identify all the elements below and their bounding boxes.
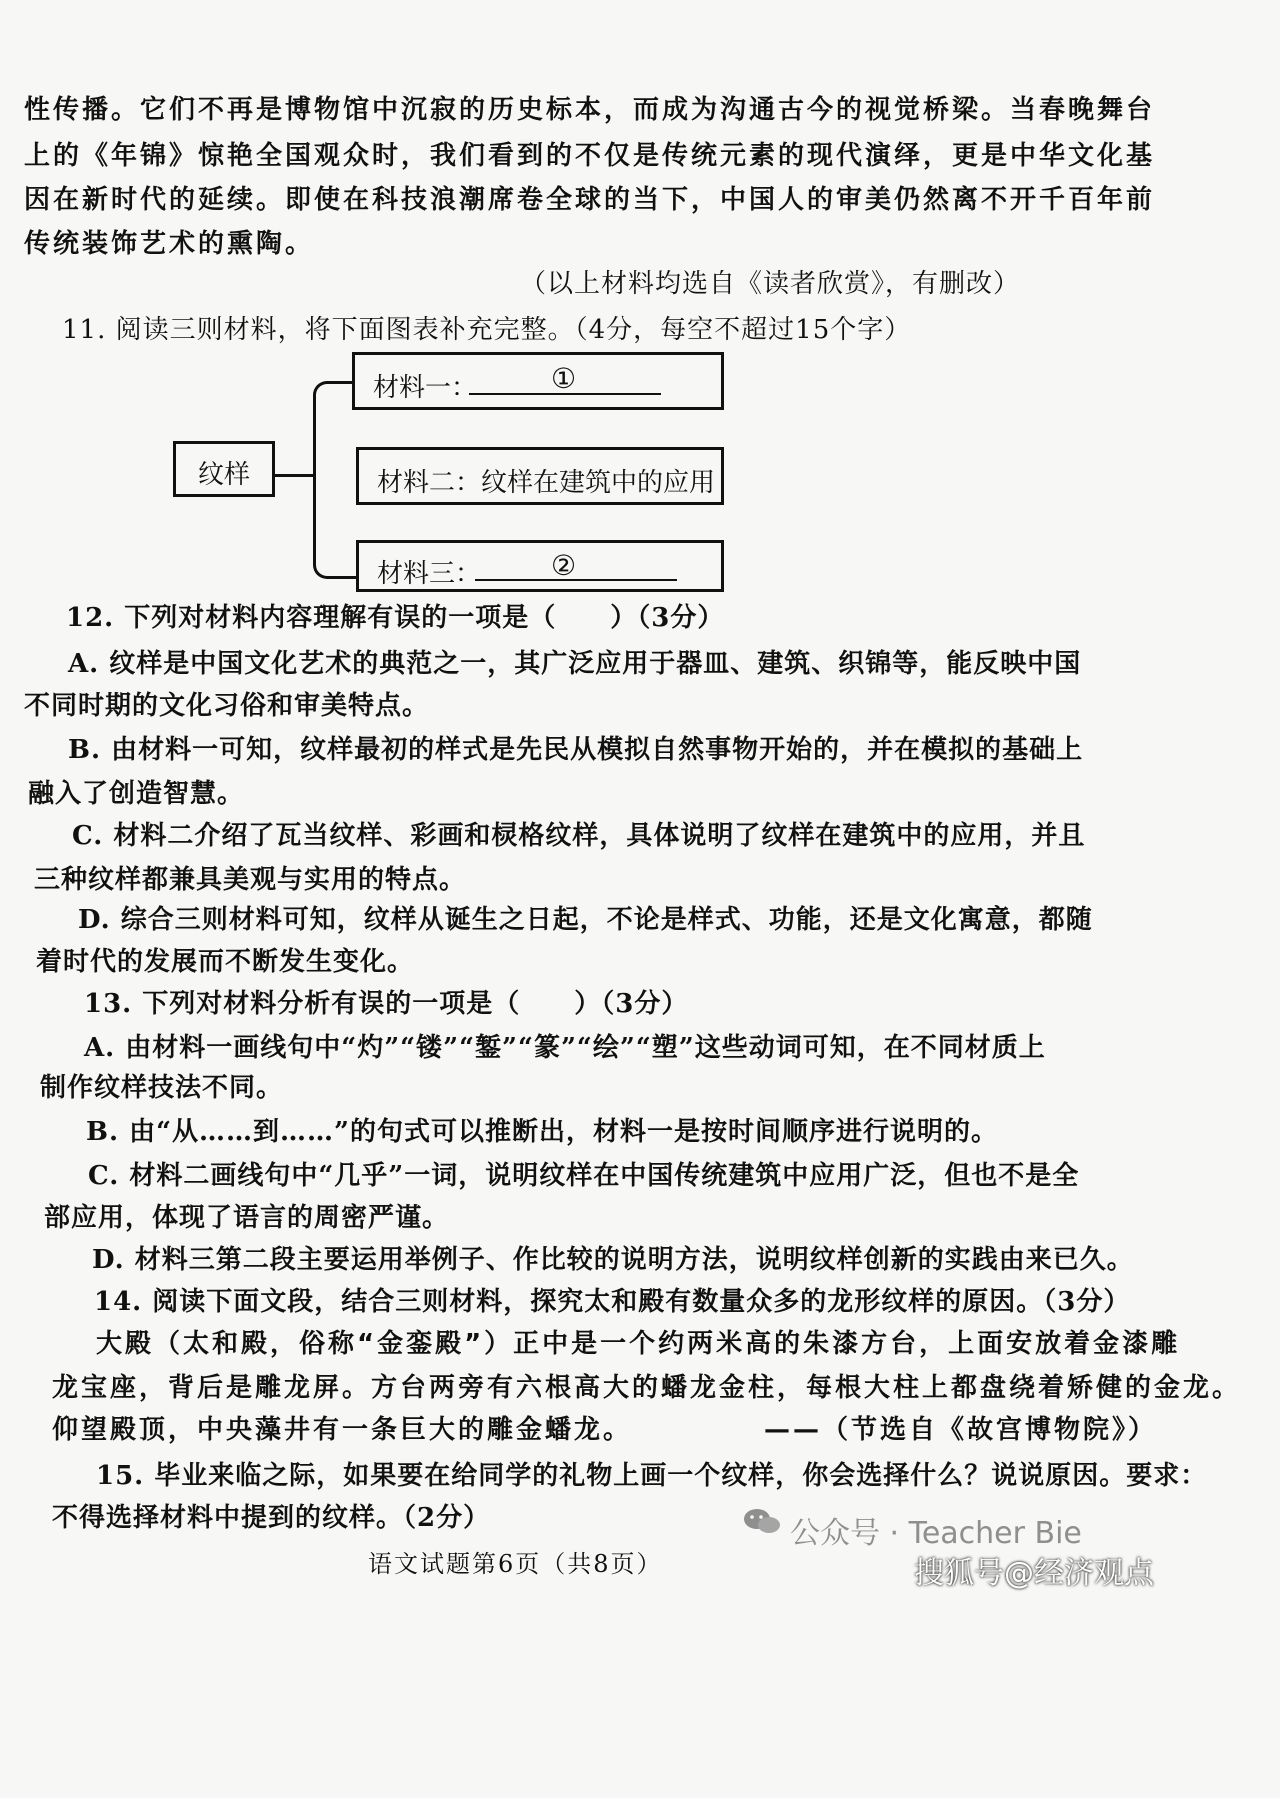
q12-option-a: A. 纹样是中国文化艺术的典范之一，其广泛应用于器皿、建筑、织锦等，能反映中国 bbox=[68, 649, 1082, 679]
q14-passage-line: 大殿（太和殿，俗称“金銮殿”）正中是一个约两米高的朱漆方台，上面安放着金漆雕 bbox=[96, 1329, 1181, 1359]
watermark-wechat: 公众号 · Teacher Bie bbox=[790, 1516, 1082, 1551]
box3-label: 材料三： bbox=[377, 559, 482, 589]
q13-option-d: D. 材料三第二段主要运用举例子、作比较的说明方法，说明纹样创新的实践由来已久。 bbox=[92, 1245, 1134, 1275]
page-footer: 语文试题第6页（共8页） bbox=[368, 1550, 663, 1578]
passage-source: （以上材料均选自《读者欣赏》，有删改） bbox=[520, 269, 1021, 299]
q12-option-c-cont: 三种纹样都兼具美观与实用的特点。 bbox=[34, 865, 467, 895]
watermark-sohu: 搜狐号@经济观点 bbox=[914, 1556, 1154, 1591]
q12-option-b: B. 由材料一可知，纹样最初的样式是先民从模拟自然事物开始的，并在模拟的基础上 bbox=[68, 735, 1084, 765]
q13-option-a: A. 由材料一画线句中“灼”“镂”“錾”“篆”“绘”“塑”这些动词可知，在不同材质上 bbox=[84, 1033, 1046, 1063]
q14-passage-line: 龙宝座，背后是雕龙屏。方台两旁有六根高大的蟠龙金柱，每根大柱上都盘绕着矫健的金龙。 bbox=[52, 1373, 1242, 1403]
question-15-stem-cont: 不得选择材料中提到的纹样。（2分） bbox=[52, 1503, 491, 1533]
wechat-icon bbox=[742, 1506, 782, 1536]
blank-marker-1: ① bbox=[551, 362, 577, 395]
q12-option-b-cont: 融入了创造智慧。 bbox=[28, 779, 245, 809]
passage-line: 传统装饰艺术的熏陶。 bbox=[24, 229, 315, 259]
diagram-box-material-1 bbox=[352, 352, 724, 410]
q13-option-c: C. 材料二画线句中“几乎”一词，说明纹样在中国传统建筑中应用广泛，但也不是全 bbox=[88, 1161, 1080, 1191]
box1-label: 材料一： bbox=[373, 373, 478, 403]
diagram-bracket bbox=[313, 381, 356, 579]
q12-option-d: D. 综合三则材料可知，纹样从诞生之日起，不论是样式、功能，还是文化寓意，都随 bbox=[78, 905, 1093, 935]
passage-line: 性传播。它们不再是博物馆中沉寂的历史标本，而成为沟通古今的视觉桥梁。当春晚舞台 bbox=[24, 95, 1156, 125]
diagram-box-material-2 bbox=[356, 447, 724, 505]
question-11-stem: 11. 阅读三则材料，将下面图表补充完整。（4分，每空不超过15个字） bbox=[62, 315, 912, 345]
q12-option-d-cont: 着时代的发展而不断发生变化。 bbox=[36, 947, 415, 977]
diagram-box-material-3 bbox=[356, 540, 724, 592]
diagram-root-box bbox=[173, 441, 275, 497]
passage-line: 因在新时代的延续。即使在科技浪潮席卷全球的当下，中国人的审美仍然离不开千百年前 bbox=[24, 185, 1156, 215]
q13-option-c-cont: 部应用，体现了语言的周密严谨。 bbox=[44, 1203, 450, 1233]
question-12-stem: 12. 下列对材料内容理解有误的一项是（ ）（3分） bbox=[66, 603, 725, 633]
q14-passage-line: 仰望殿顶，中央藻井有一条巨大的雕金蟠龙。 ——（节选自《故宫博物院》） bbox=[52, 1415, 1158, 1445]
q13-option-a-cont: 制作纹样技法不同。 bbox=[40, 1073, 284, 1103]
q13-option-b: B. 由“从……到……”的句式可以推断出，材料一是按时间顺序进行说明的。 bbox=[86, 1117, 998, 1147]
diagram-root-label: 纹样 bbox=[198, 460, 251, 490]
q12-option-c: C. 材料二介绍了瓦当纹样、彩画和棂格纹样，具体说明了纹样在建筑中的应用，并且 bbox=[72, 821, 1086, 851]
passage-line: 上的《年锦》惊艳全国观众时，我们看到的不仅是传统元素的现代演绎，更是中华文化基 bbox=[24, 141, 1156, 171]
question-13-stem: 13. 下列对材料分析有误的一项是（ ）（3分） bbox=[84, 989, 689, 1019]
q12-option-a-cont: 不同时期的文化习俗和审美特点。 bbox=[24, 691, 430, 721]
box2-label: 材料二：纹样在建筑中的应用 bbox=[377, 468, 716, 498]
question-15-stem: 15. 毕业来临之际，如果要在给同学的礼物上画一个纹样，你会选择什么？说说原因。要求： bbox=[96, 1461, 1208, 1491]
question-14-stem: 14. 阅读下面文段，结合三则材料，探究太和殿有数量众多的龙形纹样的原因。（3分） bbox=[94, 1287, 1131, 1317]
blank-marker-2: ② bbox=[551, 549, 577, 582]
diagram-connector bbox=[275, 474, 313, 477]
